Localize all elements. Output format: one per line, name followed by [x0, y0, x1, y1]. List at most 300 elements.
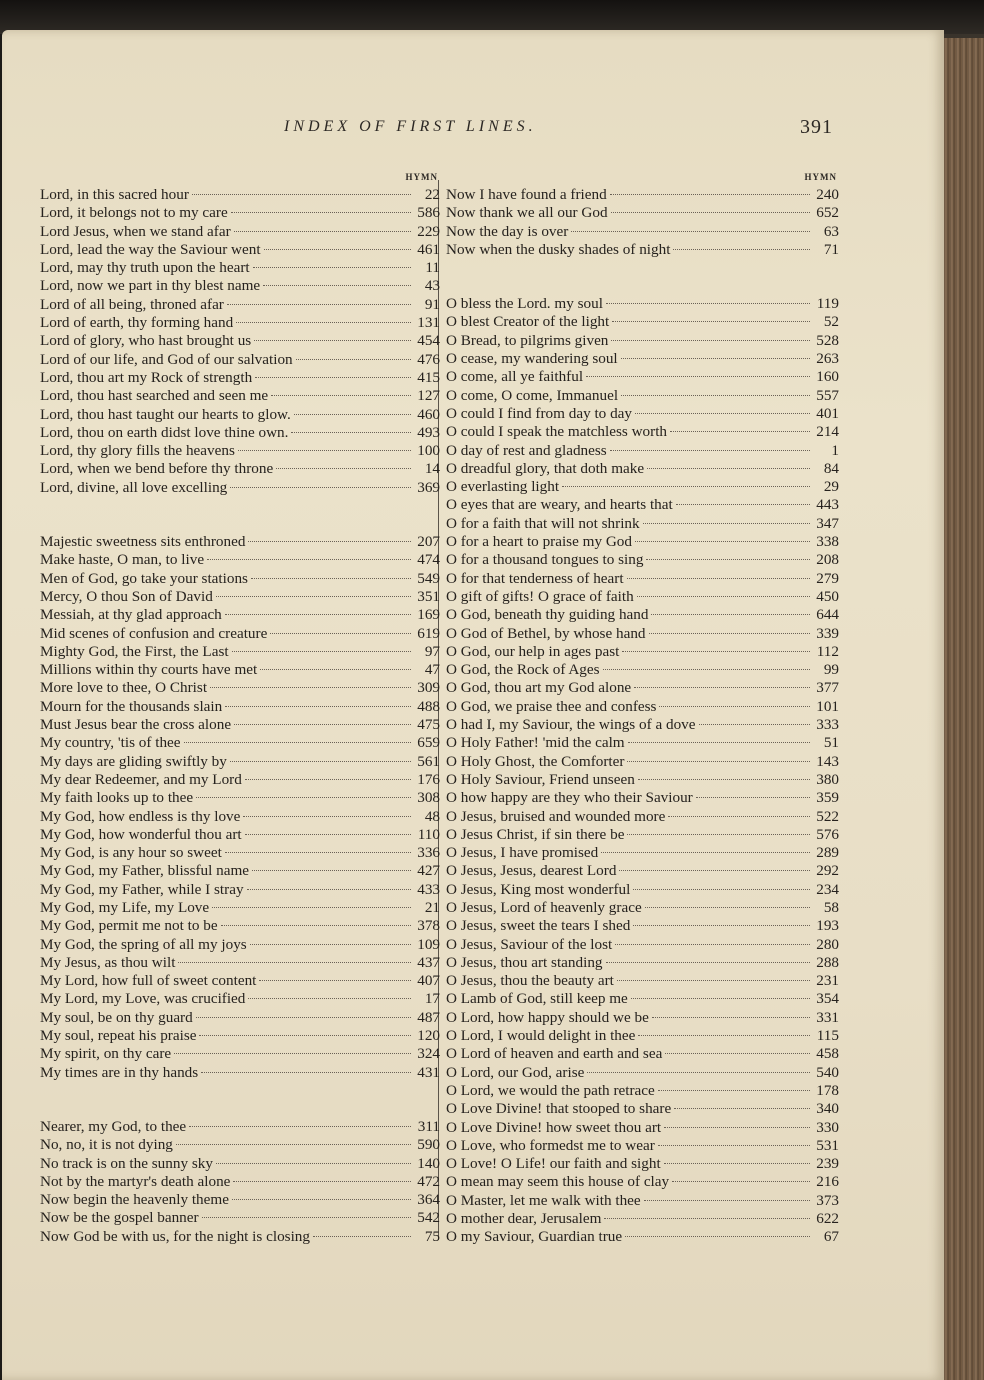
first-line: O could I find from day to day [446, 404, 633, 422]
index-entry [40, 862, 440, 880]
hymn-number: 431 [417, 1063, 440, 1081]
dot-leader [245, 834, 411, 835]
dot-leader [210, 687, 411, 688]
first-line: Now be the gospel banner [40, 1209, 199, 1227]
dot-leader [621, 395, 810, 396]
hymn-number: 309 [417, 679, 440, 697]
dot-leader [294, 414, 411, 415]
hymn-number: 231 [816, 972, 839, 990]
hymn-number: 542 [417, 1209, 440, 1227]
hymn-number: 590 [417, 1136, 440, 1154]
index-entry [446, 753, 839, 771]
first-line: Now God be with us, for the night is closing [40, 1227, 310, 1245]
first-line: O Jesus, thou the beauty art [446, 972, 614, 990]
first-line: O Love! O Life! our faith and sight [446, 1155, 661, 1173]
index-entry [40, 533, 440, 551]
first-line: Lord, in this sacred hour [40, 186, 189, 203]
index-entry [40, 1209, 440, 1227]
first-line: Now begin the heavenly theme [40, 1191, 229, 1209]
dot-leader [647, 468, 810, 469]
index-entry [446, 1100, 839, 1118]
hymn-number: 21 [424, 898, 440, 916]
first-line: My God, my Father, blissful name [40, 862, 250, 880]
index-entry [446, 844, 839, 862]
dot-leader [638, 779, 810, 780]
hymn-number: 43 [424, 277, 440, 295]
dot-leader [699, 724, 810, 725]
hymn-number: 415 [417, 368, 440, 386]
first-line: My God, how endless is thy love [40, 807, 241, 825]
first-line: O Lord of heaven and earth and sea [446, 1045, 663, 1063]
hymn-number: 143 [816, 752, 839, 770]
first-line: O Jesus, sweet the tears I shed [446, 917, 631, 935]
dot-leader [202, 1217, 411, 1218]
group-spacer [40, 497, 440, 533]
index-entry [40, 1009, 440, 1027]
first-line: Mid scenes of confusion and creature [40, 624, 268, 642]
index-entry [446, 241, 839, 259]
index-entry [40, 204, 440, 222]
dot-leader [230, 487, 411, 488]
hymn-number: 364 [417, 1191, 440, 1209]
first-line: Lord, lead the way the Saviour went [40, 240, 261, 258]
dot-leader [296, 359, 411, 360]
index-entry [40, 972, 440, 990]
hymn-number: 17 [424, 990, 440, 1008]
first-line: O Love Divine! how sweet thou art [446, 1118, 662, 1136]
first-line: O gift of gifts! O grace of faith [446, 587, 634, 605]
first-line: Lord, thou art my Rock of strength [40, 368, 253, 386]
right-column [446, 172, 839, 1247]
hymn-number: 67 [823, 1228, 839, 1246]
hymn-number: 214 [816, 423, 839, 441]
hymn-number: 437 [417, 953, 440, 971]
index-entry [40, 314, 440, 332]
first-line: My God, the spring of all my joys [40, 935, 247, 953]
first-line: My dear Redeemer, and my Lord [40, 770, 242, 788]
hymn-number: 460 [417, 405, 440, 423]
index-entry [40, 679, 440, 697]
dot-leader [622, 651, 810, 652]
hymn-number: 208 [816, 551, 839, 569]
dot-leader [225, 852, 411, 853]
first-line: My country, 'tis of thee [40, 734, 181, 752]
index-entry [446, 1082, 839, 1100]
first-line: Make haste, O man, to live [40, 551, 205, 569]
hymn-number: 619 [417, 624, 440, 642]
first-line: O Jesus, Saviour of the lost [446, 935, 613, 953]
first-line: O Jesus, thou art standing [446, 953, 603, 971]
index-entry [40, 1064, 440, 1082]
page-number: 391 [800, 116, 833, 138]
first-line: O Bread, to pilgrims given [446, 331, 609, 349]
column-heading: HYMN [405, 172, 438, 182]
index-entry [446, 442, 839, 460]
dot-leader [254, 340, 411, 341]
hymn-number: 461 [417, 240, 440, 258]
index-entry [40, 899, 440, 917]
index-entry [446, 186, 839, 204]
hymn-number: 522 [816, 807, 839, 825]
dot-leader [252, 870, 411, 871]
first-line: O God, we praise thee and confess [446, 697, 657, 715]
index-entry [40, 1045, 440, 1063]
index-entry [40, 881, 440, 899]
hymn-number: 178 [816, 1081, 839, 1099]
index-entry [40, 698, 440, 716]
dot-leader [216, 596, 411, 597]
index-entry [446, 1173, 839, 1191]
first-line: My God, my Life, my Love [40, 898, 210, 916]
first-line: O Lord, we would the path retrace [446, 1081, 655, 1099]
hymn-number: 229 [417, 222, 440, 240]
hymn-number: 331 [816, 1008, 839, 1026]
first-line: Nearer, my God, to thee [40, 1117, 187, 1135]
dot-leader [227, 304, 411, 305]
first-line: Millions within thy courts have met [40, 661, 258, 679]
hymn-number: 488 [417, 697, 440, 715]
index-entry [446, 223, 839, 241]
index-entry [40, 771, 440, 789]
index-entry [446, 570, 839, 588]
index-entry [40, 332, 440, 350]
dot-leader [248, 998, 411, 999]
index-entry [446, 405, 839, 423]
hymn-number: 644 [816, 606, 839, 624]
index-entry [40, 570, 440, 588]
dot-leader [245, 779, 411, 780]
hymn-number: 359 [816, 789, 839, 807]
dot-leader [610, 450, 810, 451]
first-line: Messiah, at thy glad approach [40, 606, 222, 624]
hymn-number: 131 [417, 314, 440, 332]
dot-leader [633, 889, 810, 890]
hymn-number: 140 [417, 1154, 440, 1172]
hymn-number: 169 [417, 606, 440, 624]
index-entry [40, 917, 440, 935]
index-entry [40, 1027, 440, 1045]
index-entry [446, 423, 839, 441]
first-line: O Holy Ghost, the Comforter [446, 752, 625, 770]
dot-leader [619, 870, 810, 871]
index-entry [40, 186, 440, 204]
dot-leader [571, 231, 810, 232]
hymn-number: 176 [417, 770, 440, 788]
first-line: O Holy Saviour, Friend unseen [446, 770, 635, 788]
index-entry [446, 679, 839, 697]
dot-leader [611, 212, 810, 213]
index-entry [40, 661, 440, 679]
hymn-number: 112 [816, 642, 839, 660]
first-line: Lord Jesus, when we stand afar [40, 222, 231, 240]
group-spacer [446, 259, 839, 295]
dot-leader [271, 395, 411, 396]
dot-leader [628, 742, 810, 743]
dot-leader [638, 1035, 810, 1036]
index-entry [446, 716, 839, 734]
index-entry [40, 259, 440, 277]
dot-leader [645, 907, 810, 908]
first-line: Mercy, O thou Son of David [40, 587, 213, 605]
first-line: Lord, thou hast searched and seen me [40, 387, 269, 405]
hymn-number: 52 [823, 313, 839, 331]
index-entry [446, 368, 839, 386]
index-entry [446, 1009, 839, 1027]
first-line: O God, thou art my God alone [446, 679, 632, 697]
dot-leader [612, 321, 810, 322]
dot-leader [649, 633, 810, 634]
hymn-number: 474 [417, 551, 440, 569]
dot-leader [644, 1200, 810, 1201]
hymn-number: 458 [816, 1045, 839, 1063]
index-entry [40, 808, 440, 826]
dot-leader [225, 706, 411, 707]
dot-leader [255, 377, 411, 378]
hymn-number: 22 [424, 186, 440, 203]
index-entry [40, 716, 440, 734]
hymn-number: 288 [816, 953, 839, 971]
index-entry [40, 223, 440, 241]
dot-leader [234, 231, 411, 232]
first-line: O for a faith that will not shrink [446, 514, 640, 532]
first-line: Mourn for the thousands slain [40, 697, 223, 715]
hymn-number: 207 [417, 533, 440, 551]
first-line: O dreadful glory, that doth make [446, 459, 645, 477]
index-entry [40, 442, 440, 460]
dot-leader [664, 1163, 810, 1164]
first-line: O Love, who formedst me to wear [446, 1136, 655, 1154]
running-title: INDEX OF FIRST LINES. [284, 118, 537, 135]
hymn-number: 528 [816, 331, 839, 349]
dot-leader [637, 596, 810, 597]
index-entry [446, 588, 839, 606]
index-entry [446, 204, 839, 222]
index-entry [446, 936, 839, 954]
dot-leader [243, 816, 411, 817]
dot-leader [627, 834, 810, 835]
index-entry [40, 990, 440, 1008]
dot-leader [611, 340, 810, 341]
hymn-number: 378 [417, 917, 440, 935]
hymn-number: 377 [816, 679, 839, 697]
first-line: More love to thee, O Christ [40, 679, 208, 697]
dot-leader [621, 358, 810, 359]
dot-leader [665, 1053, 810, 1054]
first-line: Lord, thy glory fills the heavens [40, 442, 235, 460]
index-entry [446, 295, 839, 313]
index-entry [446, 808, 839, 826]
hymn-number: 99 [823, 661, 839, 679]
dot-leader [625, 1236, 810, 1237]
hymn-number: 71 [823, 240, 839, 258]
index-entry [446, 478, 839, 496]
first-line: Men of God, go take your stations [40, 569, 248, 587]
hymn-number: 263 [816, 350, 839, 368]
hymn-number: 586 [417, 204, 440, 222]
first-line: My spirit, on thy care [40, 1045, 172, 1063]
hymn-number: 407 [417, 972, 440, 990]
first-line: O had I, my Saviour, the wings of a dove [446, 716, 696, 734]
first-line: O Lord, our God, arise [446, 1063, 585, 1081]
dot-leader [603, 669, 810, 670]
dot-leader [192, 194, 411, 195]
hymn-number: 652 [816, 204, 839, 222]
first-line: No, no, it is not dying [40, 1136, 173, 1154]
index-entry [446, 789, 839, 807]
column-heading: HYMN [804, 172, 837, 182]
dot-leader [260, 669, 411, 670]
index-entry [446, 643, 839, 661]
dot-leader [174, 1053, 411, 1054]
dot-leader [207, 559, 411, 560]
hymn-number: 311 [417, 1117, 440, 1135]
dot-leader [250, 944, 411, 945]
first-line: O for a thousand tongues to sing [446, 551, 644, 569]
dot-leader [651, 614, 810, 615]
hymn-number: 127 [417, 387, 440, 405]
index-entry [40, 1118, 440, 1136]
first-line: My God, is any hour so sweet [40, 844, 222, 862]
dot-leader [212, 907, 411, 908]
first-line: O Master, let me walk with thee [446, 1191, 641, 1209]
first-line: O Jesus, King most wonderful [446, 880, 631, 898]
dot-leader [236, 322, 411, 323]
hymn-number: 14 [424, 460, 440, 478]
first-line: My days are gliding swiftly by [40, 752, 227, 770]
index-entry [446, 350, 839, 368]
index-entry [446, 990, 839, 1008]
dot-leader [276, 468, 411, 469]
hymn-number: 540 [816, 1063, 839, 1081]
index-entry [40, 753, 440, 771]
first-line: O how happy are they who their Saviour [446, 789, 693, 807]
index-entry [446, 533, 839, 551]
hymn-number: 380 [816, 770, 839, 788]
hymn-number: 11 [425, 259, 440, 277]
hymn-number: 239 [816, 1155, 839, 1173]
dot-leader [263, 285, 411, 286]
index-entry [40, 1155, 440, 1173]
first-line: Lord of earth, thy forming hand [40, 314, 234, 332]
dot-leader [264, 249, 411, 250]
index-entry [446, 313, 839, 331]
index-entry [40, 625, 440, 643]
hymn-number: 443 [816, 496, 839, 514]
first-line: Lord, now we part in thy blest name [40, 277, 261, 295]
first-line: O Lord, I would delight in thee [446, 1027, 636, 1045]
first-line: O God of Bethel, by whose hand [446, 624, 646, 642]
first-line: O Lamb of God, still keep me [446, 990, 628, 1008]
dot-leader [586, 376, 810, 377]
index-entry [446, 954, 839, 972]
index-entry [446, 661, 839, 679]
dot-leader [259, 980, 411, 981]
index-entry [446, 1119, 839, 1137]
index-entry [40, 406, 440, 424]
index-entry [446, 515, 839, 533]
first-line: My soul, repeat his praise [40, 1027, 197, 1045]
hymn-number: 240 [816, 186, 839, 203]
first-line: My Lord, my Love, was crucified [40, 990, 246, 1008]
first-line: Lord, divine, all love excelling [40, 478, 228, 496]
hymn-number: 47 [424, 661, 440, 679]
index-entry [40, 643, 440, 661]
dot-leader [225, 614, 411, 615]
hymn-number: 454 [417, 332, 440, 350]
dot-leader [635, 541, 810, 542]
dot-leader [232, 1199, 411, 1200]
hymn-number: 324 [417, 1045, 440, 1063]
hymn-number: 110 [417, 825, 440, 843]
first-line: Lord of glory, who hast brought us [40, 332, 252, 350]
dot-leader [199, 1035, 411, 1036]
hymn-number: 401 [816, 404, 839, 422]
first-line: O blest Creator of the light [446, 313, 610, 331]
index-entry [40, 789, 440, 807]
dot-leader [562, 486, 810, 487]
first-line: O Jesus, bruised and wounded more [446, 807, 666, 825]
hymn-number: 340 [816, 1100, 839, 1118]
dot-leader [676, 504, 810, 505]
dot-leader [664, 1127, 810, 1128]
dot-leader [668, 816, 810, 817]
hymn-number: 91 [424, 295, 440, 313]
dot-leader [178, 962, 411, 963]
dot-leader [634, 687, 810, 688]
index-entry [446, 1027, 839, 1045]
hymn-number: 373 [816, 1191, 839, 1209]
page-header [0, 118, 942, 148]
index-entry [40, 936, 440, 954]
first-line: O God, our help in ages past [446, 642, 620, 660]
hymn-number: 97 [424, 642, 440, 660]
hymn-number: 280 [816, 935, 839, 953]
hymn-number: 427 [417, 862, 440, 880]
index-entry [446, 1228, 839, 1246]
first-line: O everlasting light [446, 478, 560, 496]
dot-leader [631, 998, 810, 999]
dot-leader [652, 1017, 810, 1018]
dot-leader [253, 267, 411, 268]
index-entry [446, 862, 839, 880]
index-entry [446, 1210, 839, 1228]
hymn-number: 330 [816, 1118, 839, 1136]
dot-leader [606, 962, 810, 963]
index-entry [40, 460, 440, 478]
hymn-number: 472 [417, 1172, 440, 1190]
first-line: O for a heart to praise my God [446, 533, 632, 551]
first-line: O Jesus, I have promised [446, 844, 599, 862]
hymn-number: 1 [831, 441, 839, 459]
first-line: My soul, be on thy guard [40, 1008, 193, 1026]
dot-leader [291, 432, 411, 433]
index-entry [40, 1191, 440, 1209]
first-line: Now when the dusky shades of night [446, 240, 671, 258]
index-entry [40, 1173, 440, 1191]
first-line: O mother dear, Jerusalem [446, 1210, 602, 1228]
hymn-number: 369 [417, 478, 440, 496]
first-line: O my Saviour, Guardian true [446, 1228, 623, 1246]
first-line: O eyes that are weary, and hearts that [446, 496, 673, 514]
first-line: O Jesus, Jesus, dearest Lord [446, 862, 617, 880]
hymn-number: 557 [816, 386, 839, 404]
hymn-number: 100 [417, 442, 440, 460]
first-line: O Jesus, Lord of heavenly grace [446, 898, 642, 916]
dot-leader [270, 633, 411, 634]
dot-leader [238, 450, 411, 451]
first-line: Lord, when we bend before thy throne [40, 460, 274, 478]
hymn-number: 308 [417, 789, 440, 807]
